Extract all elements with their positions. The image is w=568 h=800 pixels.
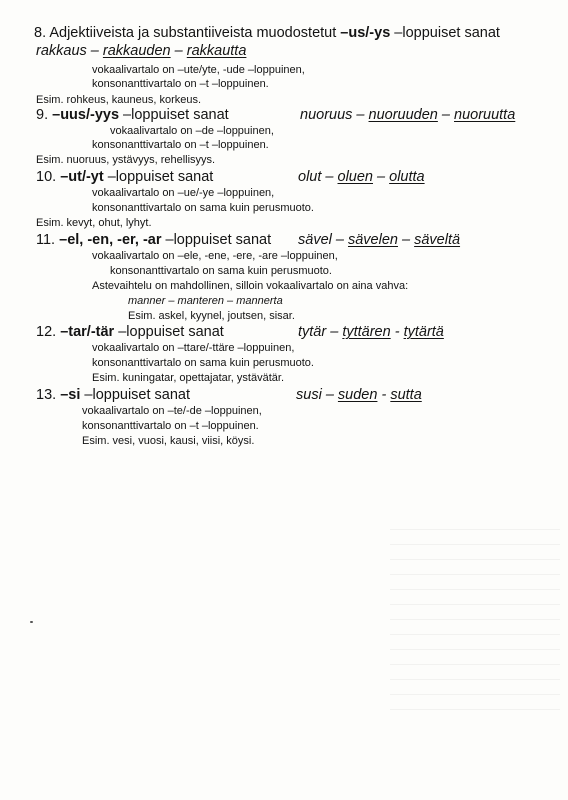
s9-ending: –uus/-yys	[52, 107, 120, 123]
s11-vowel-stem: vokaalivartalo on –ele, -ene, -ere, -are –loppuinen,	[92, 250, 338, 262]
s8-consonant-stem: konsonanttivartalo on –t –loppuinen.	[92, 78, 269, 90]
s10-ending: –ut/-yt	[60, 169, 104, 185]
s12-ending: –tar/-tär	[60, 324, 115, 340]
s10-vowel-stem: vokaalivartalo on –ue/-ye –loppuinen,	[92, 187, 275, 199]
s8-title-suffix: –loppuiset sanat	[390, 25, 500, 41]
s13-ending: –si	[60, 387, 81, 403]
s8-vowel-stem: vokaalivartalo on –ute/yte, -ude –loppuinen,	[92, 64, 305, 76]
s12-consonant-stem: konsonanttivartalo on sama kuin perusmuoto.	[92, 357, 314, 369]
s13-consonant-stem: konsonanttivartalo on –t –loppuinen.	[82, 420, 259, 432]
s11-examples: Esim. askel, kyynel, joutsen, sisar.	[128, 310, 295, 322]
s13-examples: Esim. vesi, vuosi, kausi, viisi, köysi.	[82, 435, 255, 447]
s9-consonant-stem: konsonanttivartalo on –t –loppuinen.	[92, 139, 269, 151]
s9-heading: 9. –uus/-yys –loppuiset sanat	[36, 107, 229, 123]
s11-consonant-stem: konsonanttivartalo on sama kuin perusmuoto.	[110, 265, 332, 277]
s11-ending: –el, -en, -er, -ar	[59, 232, 162, 248]
s10-consonant-stem: konsonanttivartalo on sama kuin perusmuoto.	[92, 202, 314, 214]
s11-gradation-note: Astevaihtelu on mahdollinen, silloin vokaalivartalo on aina vahva:	[92, 280, 409, 292]
bleed-through-texture	[390, 520, 560, 710]
s13-heading: 13. –si –loppuiset sanat	[36, 387, 191, 403]
s12-example: tytär – tyttären - tytärtä	[298, 324, 444, 340]
s13-vowel-stem: vokaalivartalo on –te/-de –loppuinen,	[82, 405, 262, 417]
s8-number: 8.	[34, 25, 47, 41]
s10-example: olut – oluen – olutta	[298, 169, 425, 185]
s9-examples: Esim. nuoruus, ystävyys, rehellisyys.	[36, 154, 216, 166]
s8-heading	[34, 26, 500, 41]
s12-vowel-stem: vokaalivartalo on –ttare/-ttäre –loppuinen,	[92, 342, 295, 354]
s12-examples: Esim. kuningatar, opettajatar, ystävätär.	[92, 372, 284, 384]
s9-vowel-stem: vokaalivartalo on –de –loppuinen,	[110, 125, 274, 137]
s8-title: Adjektiiveista ja substantiiveista muodostetut	[49, 25, 341, 41]
s8-ending: –us/-ys	[340, 25, 391, 41]
s11-example: sävel – sävelen – säveltä	[298, 232, 461, 248]
s9-example: nuoruus – nuoruuden – nuoruutta	[300, 107, 516, 123]
s8-examples: Esim. rohkeus, kauneus, korkeus.	[36, 94, 202, 106]
s10-heading: 10. –ut/-yt –loppuiset sanat	[36, 169, 214, 185]
scan-speck	[30, 621, 33, 623]
s11-gradation-example: manner – manteren – mannerta	[128, 295, 283, 307]
s13-example: susi – suden - sutta	[296, 387, 422, 403]
s12-heading: 12. –tar/-tär –loppuiset sanat	[36, 324, 224, 340]
s11-heading: 11. –el, -en, -er, -ar –loppuiset sanat	[36, 232, 272, 248]
s8-example: rakkaus – rakkauden – rakkautta	[36, 43, 247, 59]
s10-examples: Esim. kevyt, ohut, lyhyt.	[36, 217, 152, 229]
